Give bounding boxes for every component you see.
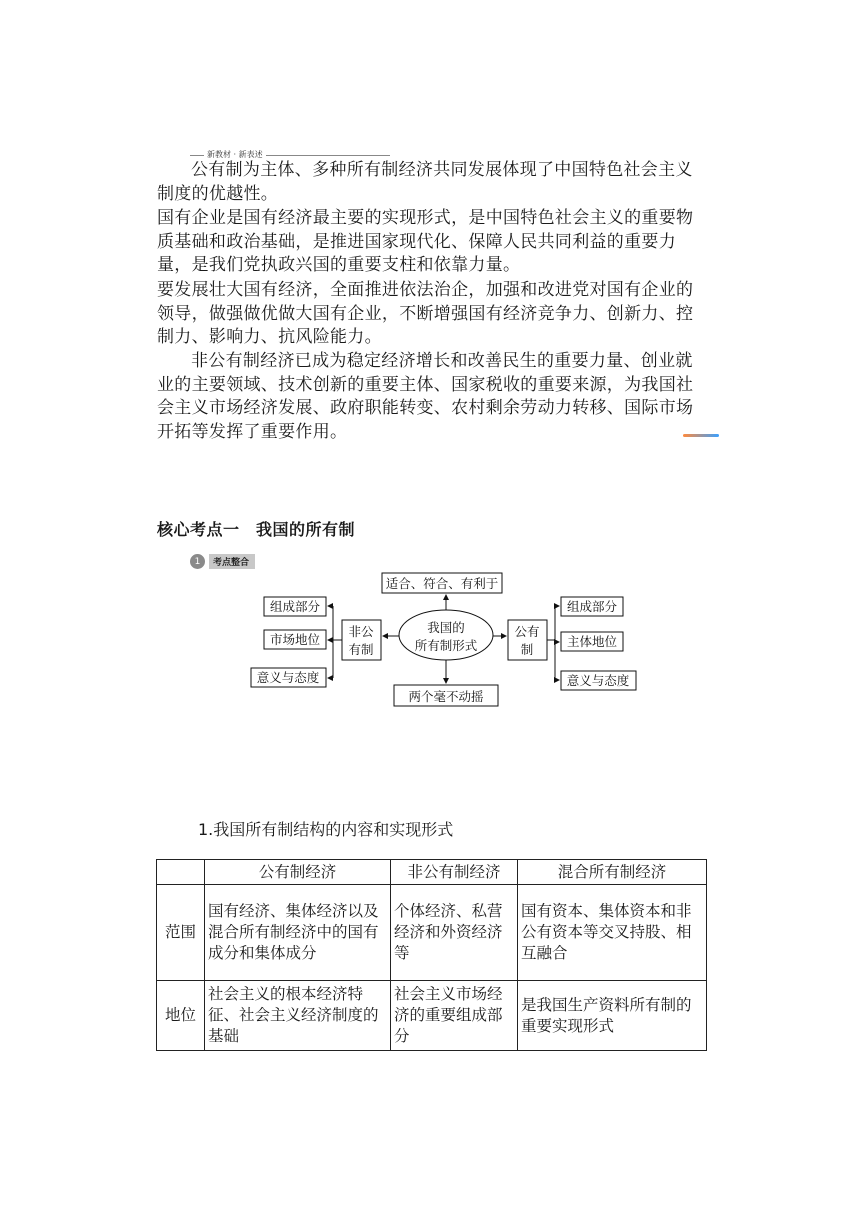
topic-badge [190,553,255,570]
table-header-public: 公有制经济 [205,860,391,885]
left-item-1: 组成部分 [269,599,321,614]
header-tag-text: 新教材 · 新表述 [204,149,266,160]
table-header-empty [157,860,205,885]
row-label-status: 地位 [157,981,205,1051]
table-header-mixed: 混合所有制经济 [518,860,707,885]
bottom-box-label: 两个毫不动摇 [408,689,484,704]
center-line-1: 我国的 [427,620,465,635]
table-row [157,981,707,1051]
table-cell: 是我国生产资料所有制的重要实现形式 [518,981,707,1051]
table-cell: 国有资本、集体资本和非公有资本等交叉持股、相互融合 [518,885,707,981]
right-hub-line-1: 公有 [514,624,540,639]
row-label-scope: 范围 [157,885,205,981]
left-hub-line-1: 非公 [348,624,374,639]
left-item-2: 市场地位 [269,632,321,647]
right-hub-line-2: 制 [520,642,534,657]
table-header-nonpublic: 非公有制经济 [391,860,518,885]
right-item-1: 组成部分 [566,599,618,614]
left-hub-line-2: 有制 [348,642,374,657]
right-item-3: 意义与态度 [566,673,630,688]
paragraph-4: 非公有制经济已成为稳定经济增长和改善民生的重要力量、创业就业的主要领域、技术创新的重要主体、国家税收的重要来源，为我国社会主义市场经济发展、政府职能转变、农村剩余劳动力转移、国际市场开拓等发挥了重要作用。 [157,351,694,443]
paragraph-1: 公有制为主体、多种所有制经济共同发展体现了中国特色社会主义制度的优越性。 [157,160,693,204]
center-line-2: 所有制形式 [414,638,478,653]
paragraph-3: 要发展壮大国有经济，全面推进依法治企，加强和改进党对国有企业的领导，做强做优做大国有企业，不断增强国有经济竞争力、创新力、控制力、影响力、抗风险能力。 [157,280,694,348]
table-title: 1.我国所有制结构的内容和实现形式 [198,820,454,839]
decorative-stroke [683,434,719,437]
section-title: 核心考点一 我国的所有制 [157,520,356,539]
table-header-row [157,860,707,885]
right-item-2: 主体地位 [566,634,618,649]
ownership-diagram [240,570,650,710]
ownership-table [156,859,707,1051]
paragraph-2: 国有企业是国有经济最主要的实现形式，是中国特色社会主义的重要物质基础和政治基础，是推进国家现代化、保障人民共同利益的重要力量，是我们党执政兴国的重要支柱和依靠力量。 [157,208,694,276]
table-cell: 国有经济、集体经济以及混合所有制经济中的国有成分和集体成分 [205,885,391,981]
left-item-3: 意义与态度 [256,670,320,685]
badge-label: 考点整合 [209,554,255,569]
table-cell: 个体经济、私营经济和外资经济等 [391,885,518,981]
badge-number: 1 [190,554,205,569]
table-row [157,885,707,981]
table-cell: 社会主义的根本经济特征、社会主义经济制度的基础 [205,981,391,1051]
table-cell: 社会主义市场经济的重要组成部分 [391,981,518,1051]
top-box-label: 适合、符合、有利于 [385,576,499,591]
